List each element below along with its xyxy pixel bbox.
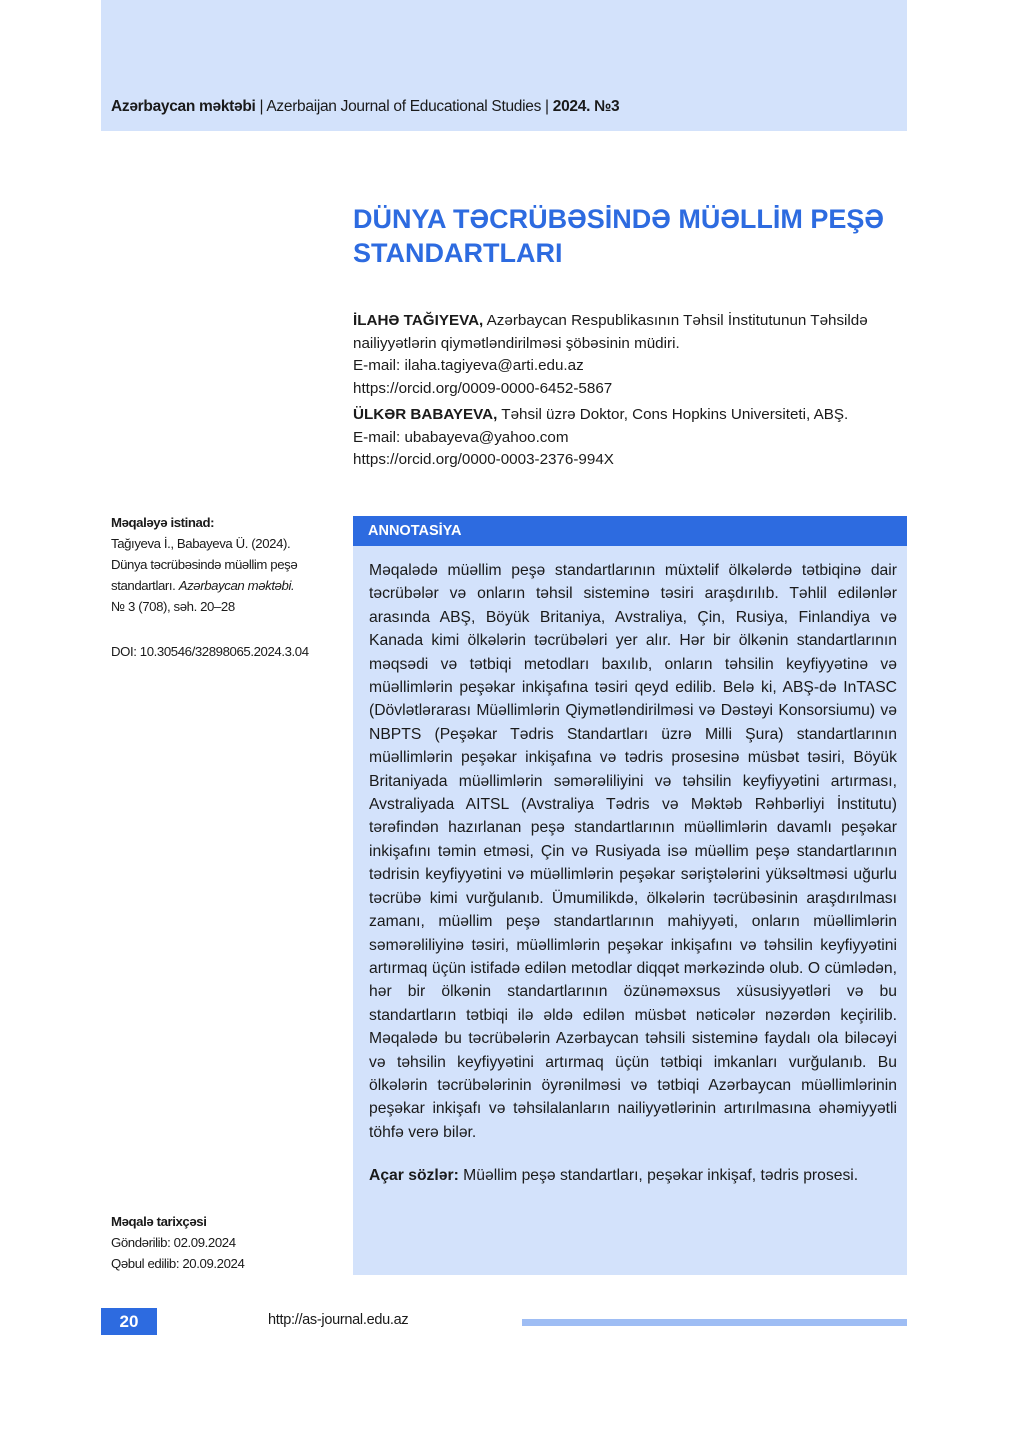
- author-name: ÜLKƏR BABAYEVA,: [353, 406, 498, 423]
- author-affiliation: Təhsil üzrə Doktor, Cons Hopkins Universiteti, ABŞ.: [497, 406, 849, 423]
- accepted-date: Qəbul edilib: 20.09.2024: [111, 1256, 245, 1271]
- author-name: İLAHƏ TAĞIYEVA,: [353, 312, 484, 329]
- header-separator: |: [541, 98, 553, 115]
- header-band: [101, 0, 907, 131]
- abstract-box: [353, 516, 907, 1275]
- author-email[interactable]: E-mail: ilaha.tagiyeva@arti.edu.az: [353, 357, 584, 374]
- journal-name-en: Azerbaijan Journal of Educational Studies: [266, 98, 542, 115]
- history-label: Məqalə tarixçəsi: [111, 1214, 207, 1229]
- author-block: [353, 310, 913, 472]
- author-orcid-link[interactable]: https://orcid.org/0000-0003-2376-994X: [353, 451, 614, 468]
- title-line-1: DÜNYA TƏCRÜBƏSİNDƏ MÜƏLLİM PEŞƏ: [353, 204, 885, 234]
- author-affiliation: Azərbaycan Respublikasının Təhsil İnstitutunun Təhsildə nailiyyətlərin qiymətləndirilməsi şöbəsinin müdiri.: [353, 312, 868, 352]
- abstract-text: Məqalədə müəllim peşə standartlarının müxtəlif ölkələrdə tətbiqinə dair təcrübələr və onların təhsil sisteminə təsiri araşdırılıb. Təhlil edilənlər arasında ABŞ, Böyük Britaniya, Avstraliya, Çin, Rusiya, Finlandiya və Kanada kimi ölkələrin təcrübələri yer alır. Hər bir ölkənin standartlarının məqsədi və tətbiqi metodları baxılıb, onların təhsilin keyfiyyətinə və müəllimlərin peşəkar inkişafına təsiri qeyd edilib. Belə ki, ABŞ-də InTASC (Dövlətlərarası Müəllimlərin Qiymətləndirilməsi və Dəstəyi Konsorsiumu) və NBPTS (Peşəkar Tədris Standartları üzrə Milli Şura) standartlarının müəllimlərin peşəkar inkişafına və tədris prosesinə müsbət təsiri, Böyük Britaniyada müəllimlərin səmərəliliyini və təhsilin keyfiyyətini artırması, Avstraliyada AITSL (Avstraliya Tədris və Məktəb Rəhbərliyi İnstitutu) tərəfindən hazırlanan peşə standartlarının müəllimlərin davamlı peşəkar inkişafını təmin etməsi, Çin və Rusiyada isə müəllim peşə standartlarının tədrisin keyfiyyətini və müəllimlərin peşəkar səriştələrini yüksəltməsi uğurlu təcrübə kimi vurğulanıb. Ümumilikdə, ölkələrin təcrübəsinin araşdırılması zamanı, müəllim peşə standartlarının mahiyyəti, onların müəllimlərin səmərəliliyinə təsiri, müəllimlərin peşəkar inkişafını və təhsilin keyfiyyətini artırmaq üçün istifadə edilən metodlar diqqət mərkəzində olub. O cümlədən, hər bir ölkənin standartlarının özünəməxsus xüsusiyyətləri və bu standartların tətbiqi ilə əldə edilən müsbət nəticələr nəzərdən keçirilib. Məqalədə bu təcrübələrin Azərbaycan təhsili sisteminə faydalı ola biləcəyi və təhsilin keyfiyyətini artırmaq üçün tətbiqi imkanları vurğulanıb. Bu ölkələrin təcrübələrinin öyrənilməsi və tətbiqi Azərbaycan müəllimlərinin peşəkar inkişafı və təhsilalanların nailiyyətlərinin artırılmasına əhəmiyyətli töhfə verə bilər.: [369, 562, 897, 1141]
- running-header: [111, 98, 619, 116]
- keywords-label: Açar sözlər:: [369, 1167, 459, 1185]
- citation-label: Məqaləyə istinad:: [111, 515, 215, 530]
- keywords-list: Müəllim peşə standartları, peşəkar inkişaf, tədris prosesi.: [458, 1167, 859, 1185]
- citation-line: Tağıyeva İ., Babayeva Ü. (2024).: [111, 536, 291, 551]
- citation-line: Dünya təcrübəsində müəllim peşə: [111, 557, 298, 572]
- citation-block: [111, 512, 326, 617]
- author-email[interactable]: E-mail: ubabayeva@yahoo.com: [353, 428, 569, 446]
- journal-name-az: Azərbaycan məktəbi: [111, 98, 256, 115]
- keywords: [353, 1164, 907, 1187]
- author-2: [353, 404, 913, 427]
- author-orcid-link[interactable]: https://orcid.org/0009-0000-6452-5867: [353, 379, 613, 397]
- article-history: [111, 1211, 326, 1274]
- header-separator: |: [255, 98, 267, 115]
- doi[interactable]: DOI: 10.30546/32898065.2024.3.04: [111, 644, 309, 659]
- author-1: [353, 310, 913, 355]
- issue-number: 2024. №3: [552, 98, 620, 115]
- journal-url-link[interactable]: http://as-journal.edu.az: [268, 1312, 409, 1328]
- citation-line: № 3 (708), səh. 20–28: [111, 599, 235, 614]
- citation-line: standartları. Azərbaycan məktəbi.: [111, 578, 295, 593]
- footer-rule: [522, 1319, 907, 1326]
- abstract-heading: ANNOTASİYA: [353, 516, 907, 546]
- article-title: [353, 202, 913, 270]
- title-line-2: STANDARTLARI: [353, 238, 563, 268]
- submitted-date: Göndərilib: 02.09.2024: [111, 1235, 236, 1250]
- page-number: 20: [101, 1308, 157, 1335]
- citation-journal: Azərbaycan məktəbi.: [178, 578, 295, 593]
